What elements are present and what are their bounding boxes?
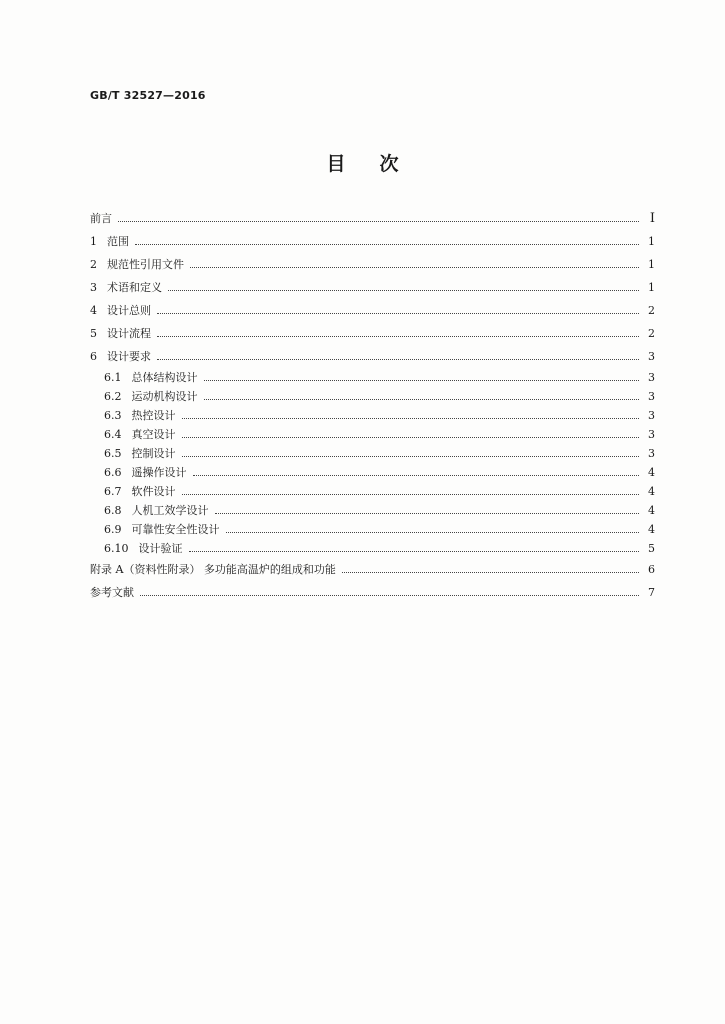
toc-entry-title: 术语和定义 (107, 280, 162, 294)
toc-entry-number: 2 (90, 257, 97, 271)
toc-entry-number: 3 (90, 280, 97, 294)
toc-entry-page: 1 (648, 234, 655, 248)
toc-entry-6-8[interactable] (90, 501, 655, 520)
toc-entry-title: 设计要求 (107, 349, 151, 363)
toc-entry-6[interactable] (90, 345, 655, 368)
toc-entry-title: 前言 (90, 211, 112, 225)
dot-leader (182, 455, 640, 457)
toc-entry-6-4[interactable] (90, 425, 655, 444)
toc-entry-title: 规范性引用文件 (107, 257, 184, 271)
toc-entry-number: 6 (90, 349, 97, 363)
toc-entry-number: 6.3 (104, 408, 122, 422)
toc-entry-title: 设计验证 (138, 541, 183, 555)
toc-entry-title: 人机工效学设计 (131, 503, 209, 517)
toc-entry-6-2[interactable] (90, 387, 655, 406)
toc-entry-page: 3 (648, 427, 655, 441)
toc-entry-number: 6.10 (104, 541, 129, 555)
dot-leader (204, 379, 640, 381)
toc-entry-6-1[interactable] (90, 368, 655, 387)
toc-entry-page: 3 (648, 389, 655, 403)
standard-code: GB/T 32527—2016 (90, 89, 206, 102)
toc-entry-page: 3 (648, 370, 655, 384)
toc-entry-number: 6.7 (104, 484, 122, 498)
toc-entry-number: 1 (90, 234, 97, 248)
toc-entry-number: 6.4 (104, 427, 122, 441)
toc-entry-number: 6.5 (104, 446, 122, 460)
dot-leader (157, 312, 639, 314)
dot-leader (193, 474, 640, 476)
toc-entry-page: 5 (648, 541, 655, 555)
toc-entry-foreword[interactable] (90, 207, 655, 230)
dot-leader (342, 571, 639, 573)
dot-leader (182, 417, 640, 419)
toc-entry-1[interactable] (90, 230, 655, 253)
dot-leader (215, 512, 640, 514)
toc-entry-page: 1 (648, 257, 655, 271)
dot-leader (190, 266, 639, 268)
toc-entry-appendix-a[interactable] (90, 558, 655, 581)
toc-entry-4[interactable] (90, 299, 655, 322)
toc-entry-title: 范围 (107, 234, 129, 248)
toc-entry-6-9[interactable] (90, 520, 655, 539)
toc-entry-page: 4 (648, 484, 655, 498)
dot-leader (140, 594, 639, 596)
toc-entry-title: 运动机构设计 (131, 389, 198, 403)
toc-entry-6-7[interactable] (90, 482, 655, 501)
toc-entry-5[interactable] (90, 322, 655, 345)
dot-leader (189, 550, 640, 552)
toc-entry-page: 1 (648, 280, 655, 294)
table-of-contents (90, 207, 655, 604)
toc-entry-page: Ⅰ (649, 210, 655, 226)
toc-entry-title: 参考文献 (90, 585, 134, 599)
toc-entry-6-5[interactable] (90, 444, 655, 463)
page-title: 目次 (326, 153, 433, 175)
dot-leader (182, 493, 640, 495)
toc-entry-number: 6.8 (104, 503, 122, 517)
dot-leader (168, 289, 639, 291)
toc-entry-number: 6.6 (104, 465, 122, 479)
toc-entry-3[interactable] (90, 276, 655, 299)
toc-entry-title: 可靠性安全性设计 (131, 522, 220, 536)
toc-entry-page: 4 (648, 503, 655, 517)
toc-entry-page: 4 (648, 522, 655, 536)
toc-entry-page: 2 (648, 303, 655, 317)
toc-entry-title: 附录 A（资料性附录） 多功能高温炉的组成和功能 (90, 562, 336, 576)
toc-entry-page: 3 (648, 349, 655, 363)
toc-entry-number: 4 (90, 303, 97, 317)
toc-entry-page: 2 (648, 326, 655, 340)
dot-leader (157, 358, 639, 360)
toc-entry-6-10[interactable] (90, 539, 655, 558)
toc-entry-page: 4 (648, 465, 655, 479)
dot-leader (118, 220, 639, 222)
toc-entry-title: 遥操作设计 (131, 465, 187, 479)
toc-entry-title: 热控设计 (131, 408, 176, 422)
toc-entry-6-6[interactable] (90, 463, 655, 482)
dot-leader (157, 335, 639, 337)
toc-entry-page: 7 (648, 585, 655, 599)
toc-entry-title: 总体结构设计 (131, 370, 198, 384)
toc-entry-title: 设计总则 (107, 303, 151, 317)
toc-entry-references[interactable] (90, 581, 655, 604)
dot-leader (135, 243, 639, 245)
toc-entry-6-3[interactable] (90, 406, 655, 425)
toc-entry-page: 6 (648, 562, 655, 576)
toc-entry-number: 6.1 (104, 370, 122, 384)
toc-entry-title: 设计流程 (107, 326, 151, 340)
dot-leader (182, 436, 640, 438)
dot-leader (204, 398, 640, 400)
toc-entry-title: 软件设计 (131, 484, 176, 498)
toc-entry-2[interactable] (90, 253, 655, 276)
toc-entry-title: 控制设计 (131, 446, 176, 460)
toc-entry-number: 6.9 (104, 522, 122, 536)
dot-leader (226, 531, 640, 533)
toc-entry-number: 6.2 (104, 389, 122, 403)
toc-entry-title: 真空设计 (131, 427, 176, 441)
toc-entry-page: 3 (648, 446, 655, 460)
toc-entry-page: 3 (648, 408, 655, 422)
toc-entry-number: 5 (90, 326, 97, 340)
